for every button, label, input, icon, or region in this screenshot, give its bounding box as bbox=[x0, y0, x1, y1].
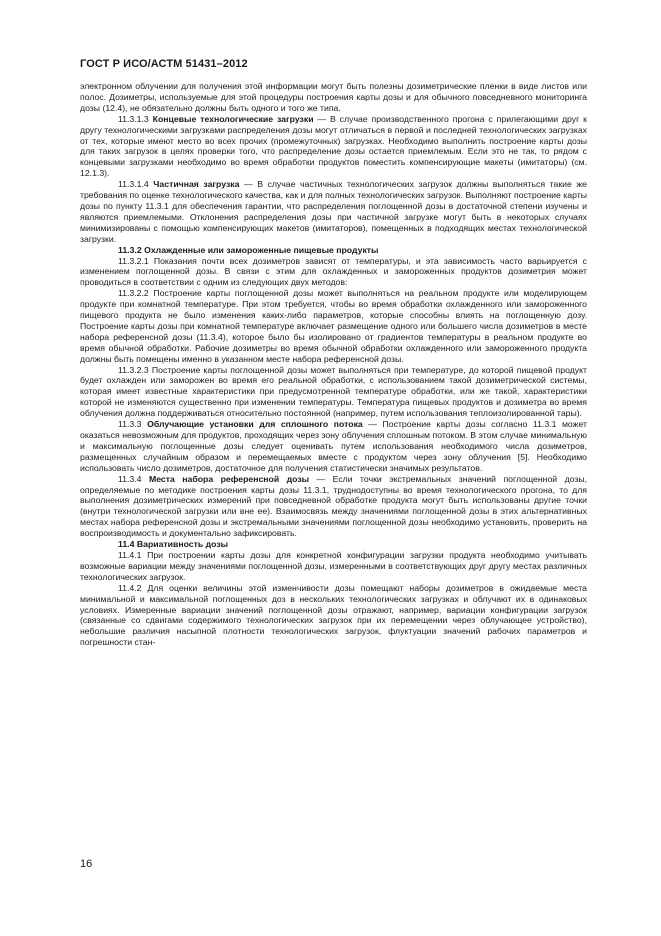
paragraph bbox=[80, 419, 587, 474]
paragraph bbox=[80, 256, 587, 289]
paragraph-text: 11.4.2 Для оценки величины этой изменчивости дозы помещают наборы дозиметров в ожидаемые места минимальной и максимальной поглощенных доз в нескольких технологических загрузках и облучают их в одинаковых условиях. Измеренные вариации значений поглощенной дозы отражают, например, вариации конфигурации загрузок (связанные со сдвигами содержимого технологических загрузок при их перемещении через облучающее устройство), небольшие различия насыпной плотности технологических загрузок, флуктуации значений рабочих параметров и погрешности стан- bbox=[80, 582, 587, 648]
paragraph-text: 11.3.2.1 Показания почти всех дозиметров зависят от температуры, и эта зависимость часто варьируется с изменением поглощенной дозы. В связи с этим для охлажденных и замороженных продуктов дозиметрия может проводиться в соответствии с одним из следующих двух методов: bbox=[80, 255, 587, 288]
clause-number: 11.3.1.3 bbox=[118, 113, 149, 124]
clause-title: Места набора референсной дозы bbox=[148, 473, 310, 484]
paragraph-text: 11.3.2.3 Построение карты поглощенной дозы может выполняться при температуре, до которой пищевой продукт будет охлажден или заморожен во время его реальной обработки, с использованием такой дозиметрической системы, которая имеет известные характеристики при предусмотренной температуре обработки, или же такой, характеристики которой не изменяются существенно при изменении температуры. Температура пищевых продуктов и дозиметра во время облучения должна поддерживаться относительно постоянной (например, путем использования теплоизолированной тары). bbox=[80, 364, 587, 419]
clause-number: 11.3.3 bbox=[118, 419, 142, 430]
paragraph-text: электронном облучении для получения этой информации могут быть полезны дозиметрические пленки в виде листов или полос. Дозиметры, используемые для этой процедуры построения карты дозы и для обычного повседневного мониторинга дозы (12.4), не обязательно должны быть одного и того же типа. bbox=[80, 81, 587, 113]
paragraph-text: — Если точки экстремальных значений поглощенной дозы, определяемые по методике построения карты дозы 11.3.1, труднодоступны во время технологического прогона, то для выполнения дозиметрических измерений при повседневной обработке продукта могут быть использованы другие точки (внутри технологической загрузки или вне ее). Взаимосвязь между значениями поглощенной дозы в этих альтернативных местах набора референсной дозы и экстремальными значениями поглощенной дозы необходимо установить, проверить на воспроизводимость и документально зафиксировать. bbox=[80, 473, 588, 539]
paragraph bbox=[80, 474, 587, 539]
paragraph bbox=[80, 550, 587, 583]
paragraph bbox=[80, 365, 587, 420]
section-heading-text: 11.3.2 Охлажденные или замороженные пищевые продукты bbox=[118, 244, 379, 255]
page-number: 16 bbox=[80, 858, 93, 870]
section-heading-text: 11.4 Вариативность дозы bbox=[118, 539, 229, 550]
section-heading bbox=[80, 245, 587, 256]
paragraph-text: 11.3.2.2 Построение карты поглощенной дозы может выполняться на реальном продукте или моделирующем продукте при комнатной температуре. При этом требуется, чтобы во время обработки охлажденного или замороженного пищевого продукта не было изменения каких-либо параметров, которые способны влиять на поглощенную дозу. Построение карты дозы при комнатной температуре включает размещение одного или большего числа дозиметров в месте набора референсной дозы (11.3.4), которое было бы изолировано от градиентов температуры в реальном продукте во время обычной обработки. Рабочие дозиметры во время обычной обработки охлажденного или замороженного продукта должны быть помещены именно в указанном месте набора референсной дозы. bbox=[80, 288, 587, 364]
paragraph-text: — В случае производственного прогона с прилегающими друг к другу технологическими загрузками распределения дозы могут отличаться в первой и последней технологических загрузках от тех, которые имеют место во всех прочих (промежуточных) загрузках. Необходимо выполнить построение карты дозы для таких загрузок в целях проверки того, что распределение дозы остается приемлемым. Если это не так, то рядом с концевыми загрузками необходимо во время обработки продуктов поместить компенсирующие макеты (имитаторы) (см. 12.1.3). bbox=[80, 113, 587, 179]
paragraph bbox=[80, 583, 587, 648]
clause-number: 11.3.1.4 bbox=[118, 179, 149, 190]
paragraph bbox=[80, 288, 587, 364]
paragraph bbox=[80, 179, 587, 244]
document-header: ГОСТ Р ИСО/АСТМ 51431–2012 bbox=[80, 58, 248, 70]
clause-title: Облучающие установки для сплошного потока bbox=[147, 419, 363, 430]
clause-title: Частичная загрузка bbox=[153, 179, 240, 190]
paragraph-text: 11.4.1 При построении карты дозы для конкретной конфигурации загрузки продукта необходимо учитывать возможные вариации между значениями поглощенной дозы, измеренными в соответствующих друг другу местах различных технологических загрузок. bbox=[80, 549, 587, 582]
paragraph bbox=[80, 81, 587, 114]
clause-number: 11.3.4 bbox=[118, 473, 142, 484]
section-heading bbox=[80, 539, 587, 550]
document-body bbox=[80, 81, 587, 648]
paragraph bbox=[80, 114, 587, 179]
paragraph-text: — В случае частичных технологических загрузок должны выполняться такие же требования по оценке технологического качества, как и для полных технологических загрузок. Выполняют построение карты дозы по пункту 11.3.1 для обеспечения гарантии, что распределения поглощенной дозы в достаточной степени изучены и являются приемлемыми. Отклонения распределения дозы при частичной загрузке могут быть в некоторых случаях минимизированы с помощью компенсирующих макетов (имитаторов), помещенных в подходящих местах технологической загрузки. bbox=[80, 179, 587, 244]
clause-title: Концевые технологические загрузки bbox=[152, 113, 314, 124]
paragraph-text: — Построение карты дозы согласно 11.3.1 может оказаться невозможным для продуктов, проходящих через зону облучения сплошным потоком. В этом случае минимальную и максимальную поглощенные дозы следует оценивать путем использования необходимого числа дозиметров, размещенных случайным образом и перемещаемых вместе с продуктом через зону облучения [5]. Необходимо использовать число дозиметров, достаточное для получения статистически значимых результатов. bbox=[80, 419, 587, 473]
